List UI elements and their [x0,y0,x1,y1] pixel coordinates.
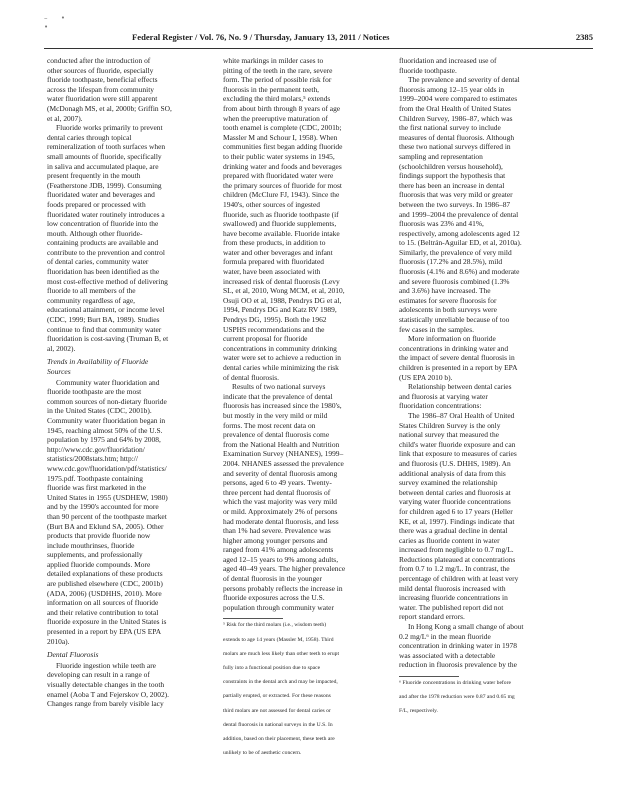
text-line: Fluoride works primarily to prevent [56,123,163,133]
text-line: fluorosis in the permanent teeth, [223,84,320,94]
text-line: fluorosis among 12–15 year olds in [399,84,505,94]
text-line: fluoridation is cost-saving (Truman B, et [47,334,169,344]
text-line: applied fluoride compounds. More [47,559,151,569]
text-line: ranged from 41% among adolescents [223,545,334,555]
text-line: adolescents in both surveys were [399,305,497,315]
text-line: concentrations in community drinking [223,343,337,353]
text-line: there has been an increase in dental [399,180,505,190]
text-line: children is presented in a report by EPA [399,363,518,372]
text-line: pitting of the teeth in the rare, severe [223,65,333,75]
text-line: supplements, and professionally [47,550,143,560]
text-line: varying water fluoride concentrations [399,497,511,507]
text-line: remineralization of tooth surfaces when [47,142,166,152]
text-line: conducted after the introduction of [47,56,151,65]
text-line: Reductions plateaued at concentrations [399,554,516,564]
text-line: aged 40–49 years. The higher prevalence [223,564,346,574]
text-line: from the Oral Health of United States [399,103,511,113]
footnote [399,680,573,715]
text-line: survey examined the relationship [399,478,498,488]
text-line: and their relative contribution to total [47,607,159,617]
text-line: ⁶ Fluoride concentrations in drinking water before [399,680,511,686]
text-line: caries as fluoride content in water [399,535,500,545]
paragraph [223,56,393,382]
text-line: and after the 1978 reduction were 0.87 and 0.65 mg [399,694,515,701]
text-line: low concentration of fluoride into the [47,219,159,229]
text-line: tooth enamel is complete (CDC, 2001b; [223,123,342,133]
text-line: from about birth through 8 years of age [223,103,341,113]
paragraph [399,382,573,411]
text-line: the impact of severe dental fluorosis in [399,353,515,363]
text-line: include mouthrinses, fluoride [47,540,135,550]
text-line: educational attainment, or income level [47,305,165,315]
text-line: population through community water [223,602,334,612]
text-line: water were set to achieve a reduction in [223,353,341,363]
text-line: excluding the third molars,⁵ extends [223,94,331,104]
text-line: fluorosis (17.2% and 28.5%), mild [399,257,503,267]
text-line: other sources of fluoride, especially [47,65,154,75]
section-heading [47,357,214,376]
text-line: of dental caries, community water [47,257,149,267]
text-line: contribute to the prevention and control [47,247,165,257]
text-line: form. The period of possible risk for [223,75,332,85]
text-line: mild dental fluorosis increased with [399,583,506,593]
page-header [44,30,593,46]
section-heading [47,650,214,660]
text-line: foods prepared or processed with [47,199,146,209]
text-line: national survey that measured the [399,430,499,440]
paragraph [223,382,393,612]
text-line: measures of dental fluorosis. Although [399,132,515,142]
text-line: when the preeruptive maturation of [223,113,328,123]
text-line: statistics/2008stats.htm; http:// [47,454,138,464]
text-line: statistically unreliable because of too [399,315,510,325]
text-line: are published elsewhere (CDC, 2001b) [47,579,163,589]
text-line: across the lifespan from community [47,84,154,94]
text-line: white markings in milder cases to [223,56,324,65]
text-line: than 90 percent of the toothpaste market [47,511,167,521]
text-line: fluoridation concentrations: [399,401,482,411]
text-line: and 3.6%) have increased. The [399,286,491,296]
text-line: respectively, among adolescents aged 12 [399,228,520,238]
paragraph [399,56,573,75]
text-line: concentration in drinking water in 1978 [399,641,517,651]
text-line: reduction in fluorosis prevalence by the [399,660,517,670]
text-line: in the United States (CDC, 2001b). [47,406,152,416]
text-line: F/L, respectively. [399,708,438,715]
text-line: fluoride was first marketed in the [47,483,146,493]
text-line: dental fluorosis in national surveys in the U.S. In [223,721,333,728]
text-line: fluoride exposures across the U.S. [223,593,325,603]
text-line: child's water fluoride exposure and can [399,439,516,449]
text-line: Massler M and Schour I, 1958). When [223,132,338,142]
text-line: fully into a functional position due to space [223,665,321,671]
text-column-1 [47,56,214,709]
text-line: report standard errors. [399,612,465,622]
text-line: More information on fluoride [408,334,496,344]
text-line: or mild. Approximately 2% of persons [223,506,338,516]
text-line: unlikely to be of aesthetic concern. [223,750,302,757]
text-line: Similarly, the prevalence of very mild [399,247,512,257]
text-line: three percent had dental fluorosis of [223,487,331,497]
text-line: community regardless of age, [47,295,135,305]
text-line: 0.2 mg/L⁶ in the mean fluoride [399,631,491,641]
text-line: fluoride exposure in the United States is [47,617,167,627]
text-line: Results of two national surveys [232,382,326,392]
text-line: which the vast majority was very mild [223,497,338,507]
text-line: fluoride toothpaste. [399,65,457,75]
text-line: The prevalence and severity of dental [408,75,520,85]
text-line: there was a gradual decline in dental [399,526,508,536]
text-line: population by 1975 and 64% by 2008, [47,435,161,445]
text-line: al, 2002). [47,343,76,353]
text-line: formula prepared with fluoridated [223,257,324,267]
text-line: (CDC, 1999; Burt BA, 1989). Studies [47,315,160,325]
text-column-3 [399,56,573,715]
text-column-2 [223,56,393,757]
text-line: partially erupted, or extracted. For these reasons [223,693,331,700]
text-line: containing products are available and [47,238,159,248]
text-line: and by the 1990's accounted for more [47,502,159,512]
text-line: Community water fluoridation and [56,377,160,387]
text-line: few cases in the samples. [399,324,474,334]
text-line: prevalence of dental fluorosis come [223,430,330,440]
text-line: visually detectable changes in the tooth [47,680,165,689]
text-line: increased risk of dental fluorosis (Levy [223,276,340,286]
text-line: constraints in the dental arch and may be impacted, [223,679,338,686]
paragraph [399,334,573,382]
text-line: from these products, in addition to [223,238,326,248]
text-line: from the National Health and Nutrition [223,439,340,449]
text-line: in saliva and accumulated plaque, are [47,161,159,171]
text-line: SL, et al, 2010, Wong MCM, et al, 2010, [223,286,345,296]
text-line: and fluorosis at varying water [399,391,488,401]
text-line: but mostly in the very mild or mild [223,410,328,420]
footnote-rule [399,676,459,677]
paragraph [47,378,214,647]
page-number: 2385 [575,32,593,42]
text-line: the primary sources of fluoride for most [223,180,342,190]
text-line: fluorosis (4.1% and 8.6%) and moderate [399,267,520,277]
text-line: fluoride, such as fluoride toothpaste (if [223,209,339,219]
text-line: and 1999–2004 the prevalence of dental [399,209,519,219]
text-line: presented in a report by EPA (US EPA [47,627,162,637]
text-line: ⁵ Risk for the third molars (i.e., wisdom teeth) [223,622,327,629]
text-line: small amounts of fluoride, specifically [47,151,162,161]
text-line: products that provide fluoride now [47,531,151,541]
text-line: Fluoride ingestion while teeth are [56,660,156,670]
paragraph [399,75,573,334]
text-line: (Burt BA and Eklund SA, 2005). Other [47,521,164,531]
text-line: communities first began adding fluoride [223,142,343,152]
text-line: of dental fluorosis. [223,372,279,382]
text-line: link that exposure to measures of caries [399,449,517,459]
text-line: to their public water systems in 1945, [223,151,335,161]
text-line: for children aged 6 to 17 years (Heller [399,506,513,516]
text-line: persons probably reflects the increase in [223,583,343,593]
text-line: additional analysis of data from this [399,468,506,478]
text-line: (US EPA 2010 b). [399,372,453,382]
text-line: and severity of dental fluorosis among [223,468,338,478]
text-line: In Hong Kong a small change of about [408,622,524,632]
text-line: and fluorosis (U.S. DHHS, 1989). An [399,458,511,468]
text-line: (ADA, 2006) (USDHHS, 2010). More [47,588,162,598]
text-line: 1940's, other sources of ingested [223,199,320,209]
text-line: (schoolchildren versus household), [399,161,503,171]
text-line: developing can result in a range of [47,670,150,680]
text-line: 1994, Pendrys DG and Katz RV 1989, [223,305,337,315]
text-line: of dental fluorosis in the younger [223,574,322,584]
text-line: higher among younger persons and [223,535,328,545]
text-line: Relationship between dental caries [408,382,512,392]
text-line: between dental caries and fluorosis at [399,487,511,497]
text-line: fluorosis that was very mild or greater [399,190,513,200]
text-line: water. The published report did not [399,602,504,612]
text-line: between the two surveys. In 1986–87 [399,199,511,209]
text-line: Community water fluoridation began in [47,415,166,425]
text-line: to 15. (Beltrán-Aguilar ED, et al, 2010a). [399,238,522,248]
text-line: fluoride toothpaste are the most [47,387,142,397]
text-line: fluorosis has increased since the 1980's, [223,401,342,411]
text-line: (McDonagh MS, et al, 2000b; Griffin SO, [47,103,172,113]
text-line: detailed explanations of these products [47,569,163,579]
text-line: water and other beverages and infant [223,247,333,257]
text-line: Examination Survey (NHANES), 1999– [223,449,344,459]
text-line: common sources of non-dietary fluoride [47,396,167,406]
text-line: percentage of children with at least very [399,574,519,584]
footnote-rule [223,618,283,619]
paragraph [47,661,214,709]
text-line: http://www.cdc.gov/fluoridation/ [47,444,145,454]
text-line: States Children Survey is the only [399,420,501,430]
text-line: (Featherstone JDB, 1999). Consuming [47,180,162,190]
text-line: KE, et al, 1997). Findings indicate that [399,516,515,526]
text-line: increased from negligible to 0.7 mg/L. [399,545,514,555]
paragraph [399,622,573,670]
text-line: fluoridated water and beverages and [47,190,155,200]
text-line: Sources [47,367,71,376]
text-line: indicate that the prevalence of dental [223,391,333,401]
text-line: dental caries through topical [47,132,132,142]
text-line: 2004. NHANES assessed the prevalence [223,458,344,468]
text-line: USPHS recommendations and the [223,324,325,334]
text-line: fluoride toothpaste, beneficial effects [47,75,158,85]
text-line: information on all sources of fluoride [47,598,159,608]
text-line: 2010a). [47,636,70,646]
text-line: swallowed) and fluoride supplements, [223,219,337,229]
text-line: dental caries while minimizing the risk [223,363,339,372]
paragraph [399,411,573,622]
text-line: 1975.pdf. Toothpaste containing [47,473,144,483]
text-line: estimates for severe fluorosis for [399,295,497,305]
footnote [223,622,393,757]
text-line: third molars are not assessed for dental caries or [223,707,331,714]
text-line: have become available. Fluoride intake [223,228,340,238]
text-line: Dental Fluorosis [47,650,99,660]
text-line: Trends in Availability of Fluoride [47,357,149,367]
text-line: and severe fluorosis combined (1.3% [399,276,510,286]
text-line: fluoridated water routinely introduces a [47,209,165,219]
text-line: Children Survey, 1986–87, which was [399,113,513,123]
text-line: Changes range from barely visible lacy [47,699,164,709]
text-line: et al, 2007). [47,113,83,123]
text-line: mouth. Although other fluoride- [47,228,143,238]
paragraph [47,123,214,353]
paragraph [47,56,214,123]
text-line: The 1986–87 Oral Health of United [408,410,515,420]
text-line: forms. The most recent data on [223,420,316,430]
text-line: most cost-effective method of delivering [47,276,168,286]
text-line: from 0.7 to 1.2 mg/L. In contrast, the [399,564,510,574]
text-line: molars are much less likely than other teeth to erupt [223,650,340,657]
text-line: extends to age 14 years (Massler M, 1958). Third [223,636,334,643]
text-line: 1945, reaching almost 50% of the U.S. [47,425,163,435]
text-line: prepared with fluoridated water were [223,171,334,181]
text-line: water fluoridation were still apparent [47,94,158,104]
header-rule [44,48,593,49]
text-line: water, have been associated with [223,267,321,277]
text-line: United States in 1955 (USDHEW, 1980) [47,492,168,502]
text-line: present frequently in the mouth [47,171,141,181]
text-line: continue to find that community water [47,324,162,334]
text-line: drinking water and foods and beverages [223,161,342,171]
text-line: fluorosis was 23% and 41%, [399,219,484,229]
text-line: increasing fluoride concentrations in [399,593,508,603]
text-line: fluoride to all members of the [47,286,136,296]
text-line: was associated with a detectable [399,650,496,660]
text-line: fluoridation and increased use of [399,56,497,65]
text-line: aged 12–15 years to 9% among adults, [223,554,339,564]
text-line: children (McClure FJ, 1943). Since the [223,190,340,200]
text-line: Pendrys DG, 1995). Both the 1962 [223,315,327,325]
running-title: Federal Register / Vol. 76, No. 9 / Thursday, January 13, 2011 / Notices [132,32,390,42]
scan-marks: – • • [44,14,65,31]
text-line: current proposal for fluoride [223,334,308,344]
text-line: than 1% had severe. Prevalence was [223,526,331,536]
text-line: sampling and representation [399,151,483,161]
text-line: www.cdc.gov/fluoridation/pdf/statistics/ [47,463,167,473]
text-line: Osuji OO et al, 1988, Pendrys DG et al, [223,295,342,305]
text-line: had moderate dental fluorosis, and less [223,516,339,526]
text-line: findings support the hypothesis that [399,171,506,181]
text-line: the first national survey to include [399,123,501,133]
text-line: these two national surveys differed in [399,142,511,152]
text-line: 1999–2004 were compared to estimates [399,94,518,104]
text-line: persons, aged 6 to 49 years. Twenty- [223,478,332,488]
text-line: concentrations in drinking water and [399,343,509,353]
text-line: addition, based on their placement, these teeth are [223,735,335,742]
text-line: enamel (Aoba T and Fejerskov O, 2002). [47,689,170,699]
text-line: fluoridation has been identified as the [47,267,160,277]
